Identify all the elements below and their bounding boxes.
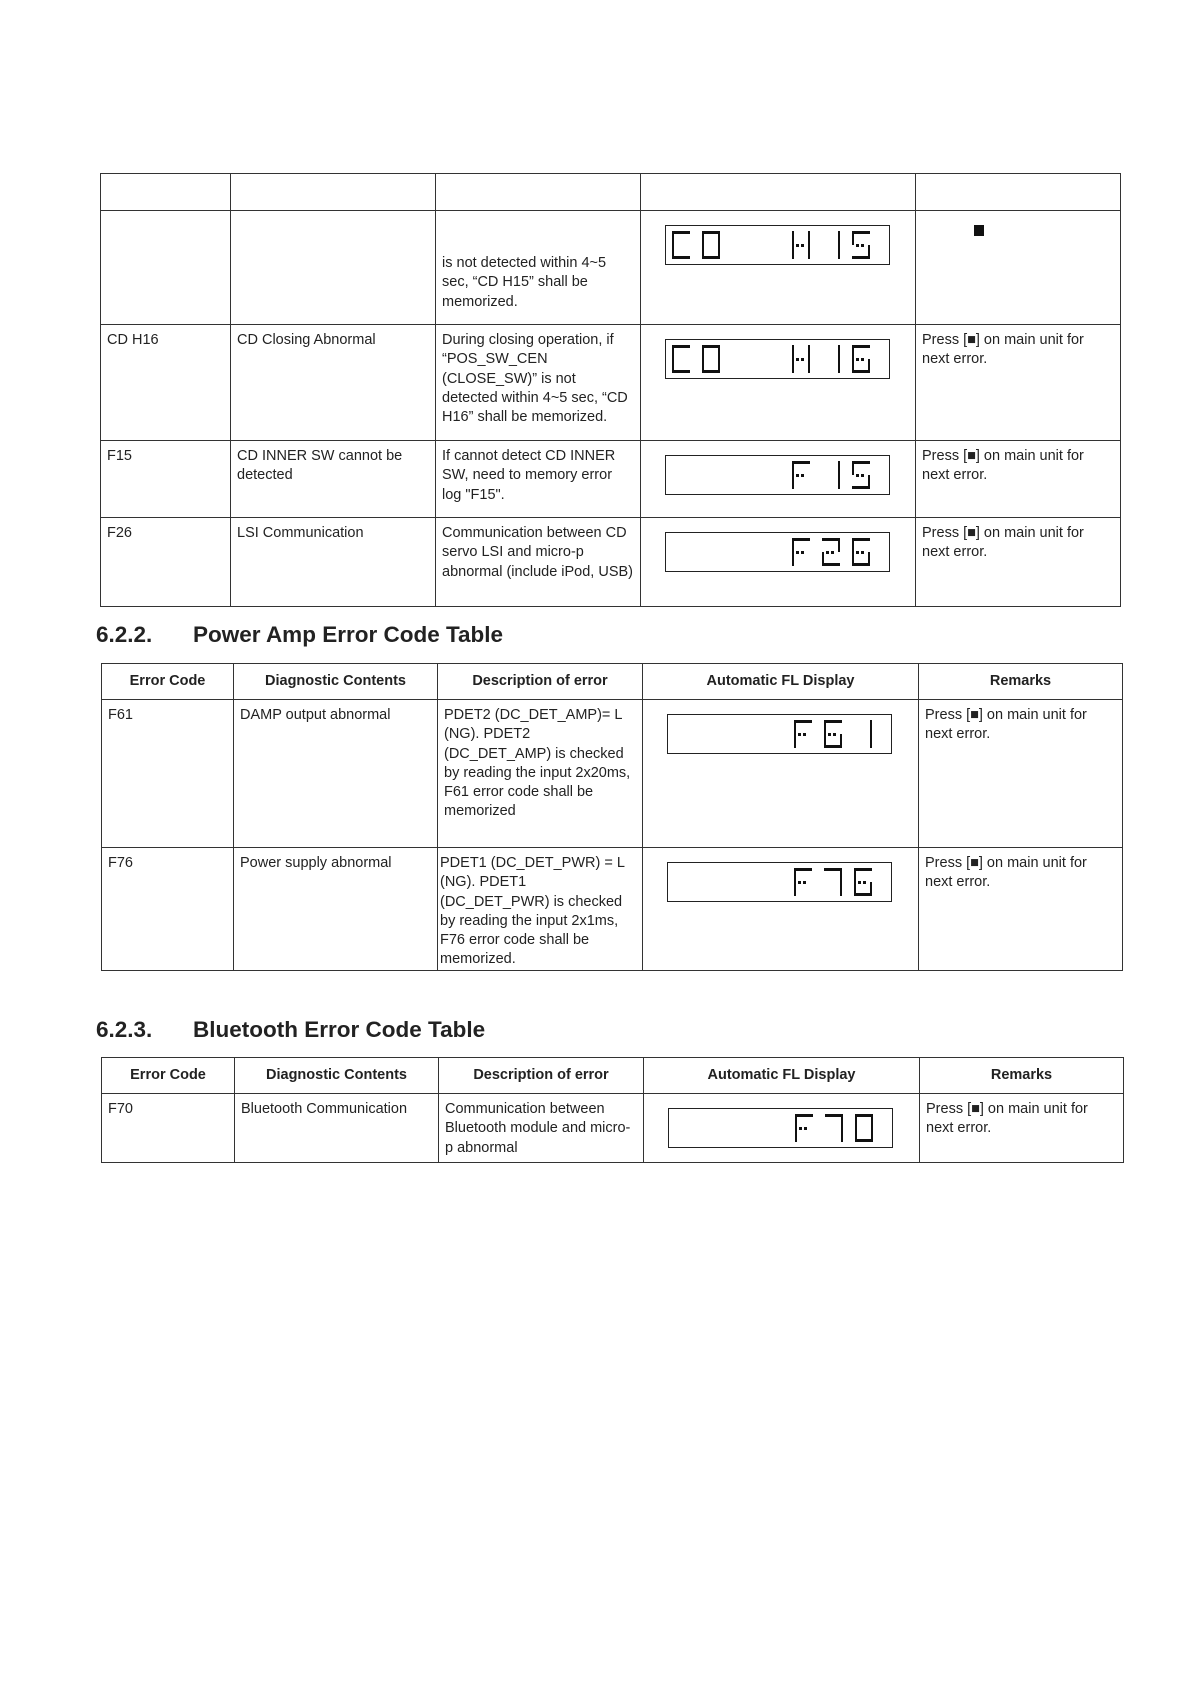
header-remarks: Remarks — [919, 664, 1123, 700]
fl-segment-display — [666, 456, 889, 494]
error-description: Communication between CD servo LSI and micro-p abnormal (include iPod, USB) — [436, 518, 641, 607]
section-title: Power Amp Error Code Table — [193, 622, 504, 647]
fl-segment — [796, 474, 799, 477]
fl-segment — [702, 370, 720, 373]
fl-segment — [792, 475, 794, 489]
fl-segment — [852, 256, 870, 259]
fl-segment — [838, 461, 840, 475]
fl-segment — [840, 882, 842, 896]
fl-segment — [795, 1128, 797, 1142]
fl-segment — [861, 551, 864, 554]
fl-segment — [672, 359, 674, 373]
table-row — [101, 211, 1121, 325]
fl-segment — [702, 345, 720, 348]
fl-segment — [702, 256, 720, 259]
fl-segment — [672, 231, 690, 234]
fl-segment — [794, 720, 796, 734]
fl-segment — [795, 1114, 797, 1128]
fl-segment — [858, 881, 861, 884]
remarks: Press [■] on main unit for next error. — [916, 518, 1121, 607]
table-row — [102, 848, 1123, 971]
fl-segment — [803, 881, 806, 884]
fl-segment-display — [669, 1109, 892, 1147]
fl-segment — [852, 563, 870, 566]
error-description: PDET2 (DC_DET_AMP)= L (NG). PDET2 (DC_DET_AMP) is checked by reading the input 2x20ms, F61 error code shall be memorized — [438, 700, 643, 848]
header-error-code: Error Code — [102, 664, 234, 700]
fl-segment — [838, 345, 840, 359]
fl-segment — [852, 538, 854, 552]
fl-segment — [854, 868, 872, 871]
header-diagnostic-contents: Diagnostic Contents — [234, 664, 438, 700]
header-description: Description of error — [438, 664, 643, 700]
remarks: Press [■] on main unit for next error. — [919, 848, 1123, 971]
remarks: Press [■] on main unit for next error. — [920, 1094, 1124, 1163]
fl-segment-display — [666, 533, 889, 571]
stop-button-icon — [974, 225, 984, 236]
fl-segment — [825, 1114, 843, 1117]
fl-segment-display — [668, 715, 891, 753]
fl-segment — [870, 720, 872, 734]
fl-display — [665, 339, 890, 379]
error-code: F26 — [101, 518, 231, 607]
fl-segment — [852, 231, 870, 234]
fl-segment — [808, 345, 810, 359]
error-code: CD H16 — [101, 325, 231, 441]
table-row — [101, 325, 1121, 441]
fl-display — [665, 455, 890, 495]
fl-segment — [792, 538, 794, 552]
fl-segment — [852, 231, 854, 245]
fl-segment — [792, 231, 794, 245]
diagnostic-contents: Power supply abnormal — [234, 848, 438, 971]
fl-segment — [861, 244, 864, 247]
table-header-row — [102, 664, 1123, 700]
diagnostic-contents: CD INNER SW cannot be detected — [231, 441, 436, 518]
error-code — [101, 211, 231, 325]
fl-segment — [672, 370, 690, 373]
fl-segment-display — [666, 226, 889, 264]
fl-segment — [861, 474, 864, 477]
fl-segment — [672, 345, 690, 348]
fl-segment — [856, 551, 859, 554]
fl-segment — [796, 551, 799, 554]
fl-segment — [828, 733, 831, 736]
remarks: Press [■] on main unit for next error. — [916, 325, 1121, 441]
fl-display — [668, 1108, 893, 1148]
header-description: Description of error — [439, 1058, 644, 1094]
fl-segment — [794, 734, 796, 748]
section-title: Bluetooth Error Code Table — [193, 1017, 486, 1042]
fl-segment — [852, 538, 870, 541]
table-row — [102, 1094, 1124, 1163]
diagnostic-contents: DAMP output abnormal — [234, 700, 438, 848]
fl-display — [667, 862, 892, 902]
fl-display — [665, 532, 890, 572]
fl-segment — [799, 1127, 802, 1130]
fl-segment — [852, 370, 870, 373]
fl-segment — [794, 868, 796, 882]
fl-segment — [855, 1114, 857, 1128]
fl-segment — [841, 1114, 843, 1128]
fl-segment — [792, 538, 810, 541]
fl-segment — [792, 359, 794, 373]
fl-segment — [822, 538, 840, 541]
fl-segment — [833, 733, 836, 736]
fl-segment — [840, 734, 842, 748]
fl-segment — [794, 720, 812, 723]
fl-segment — [702, 231, 720, 234]
fl-segment — [808, 245, 810, 259]
fl-segment — [826, 551, 829, 554]
fl-segment — [852, 461, 870, 464]
fl-segment — [855, 1114, 873, 1117]
fl-segment — [856, 474, 859, 477]
fl-segment — [861, 358, 864, 361]
fl-segment — [824, 720, 842, 723]
header-error-code: Error Code — [102, 1058, 235, 1094]
diagnostic-contents: Bluetooth Communication — [235, 1094, 439, 1163]
fl-segment — [801, 244, 804, 247]
fl-segment — [822, 563, 840, 566]
fl-segment — [868, 552, 870, 566]
fl-segment — [702, 231, 704, 245]
fl-segment — [801, 551, 804, 554]
error-description: is not detected within 4~5 sec, “CD H15” shall be memorized. — [436, 211, 641, 325]
error-description: PDET1 (DC_DET_PWR) = L (NG). PDET1 (DC_DET_PWR) is checked by reading the input 2x1ms, F76 error code shall be memorized. — [438, 848, 643, 971]
remarks: Press [■] on main unit for next error. — [916, 441, 1121, 518]
fl-display — [665, 225, 890, 265]
section-heading — [96, 622, 503, 648]
header-diagnostic-contents: Diagnostic Contents — [235, 1058, 439, 1094]
fl-segment — [831, 551, 834, 554]
fl-segment — [702, 359, 704, 373]
fl-segment — [824, 720, 826, 734]
header-remarks: Remarks — [920, 1058, 1124, 1094]
fl-segment — [852, 486, 870, 489]
table-header-row — [102, 1058, 1124, 1094]
remarks: Press [■] on main unit for next error. — [919, 700, 1123, 848]
table-row — [102, 700, 1123, 848]
error-description: If cannot detect CD INNER SW, need to memory error log "F15". — [436, 441, 641, 518]
fl-segment — [808, 359, 810, 373]
fl-segment — [702, 245, 704, 259]
fl-segment — [803, 733, 806, 736]
cd-error-table — [100, 173, 1121, 607]
fl-segment — [840, 868, 842, 882]
fl-segment-display — [668, 863, 891, 901]
bluetooth-error-table — [101, 1057, 1124, 1163]
fl-segment — [672, 245, 674, 259]
error-code: F76 — [102, 848, 234, 971]
fl-segment — [854, 868, 856, 882]
fl-segment — [672, 256, 690, 259]
fl-segment — [855, 1139, 873, 1142]
fl-display — [667, 714, 892, 754]
fl-segment — [801, 474, 804, 477]
fl-segment — [718, 231, 720, 245]
fl-segment — [856, 358, 859, 361]
fl-segment — [718, 345, 720, 359]
diagnostic-contents: CD Closing Abnormal — [231, 325, 436, 441]
fl-segment — [798, 881, 801, 884]
diagnostic-contents: LSI Communication — [231, 518, 436, 607]
fl-segment — [870, 882, 872, 896]
fl-segment — [672, 231, 674, 245]
error-code: F15 — [101, 441, 231, 518]
fl-segment — [856, 244, 859, 247]
table-row — [101, 518, 1121, 607]
fl-segment — [838, 475, 840, 489]
fl-segment — [870, 734, 872, 748]
fl-segment — [792, 245, 794, 259]
section-number: 6.2.3. — [96, 1017, 153, 1042]
fl-segment — [838, 231, 840, 245]
header-fl-display: Automatic FL Display — [644, 1058, 920, 1094]
fl-segment — [852, 345, 870, 348]
table-header-row — [101, 174, 1121, 211]
fl-segment — [852, 345, 854, 359]
fl-segment — [855, 1128, 857, 1142]
fl-segment — [838, 359, 840, 373]
fl-segment — [795, 1114, 813, 1117]
error-code: F61 — [102, 700, 234, 848]
fl-segment — [792, 345, 794, 359]
fl-segment — [854, 893, 872, 896]
fl-segment — [824, 868, 842, 871]
fl-segment — [796, 244, 799, 247]
fl-segment — [838, 245, 840, 259]
error-description: During closing operation, if “POS_SW_CEN (CLOSE_SW)” is not detected within 4~5 sec, “CD H16” shall be memorized. — [436, 325, 641, 441]
section-heading — [96, 1017, 485, 1043]
fl-segment — [871, 1114, 873, 1128]
fl-segment — [798, 733, 801, 736]
fl-segment — [794, 882, 796, 896]
table-row — [101, 441, 1121, 518]
fl-segment — [801, 358, 804, 361]
error-code: F70 — [102, 1094, 235, 1163]
fl-segment — [852, 461, 854, 475]
fl-segment-display — [666, 340, 889, 378]
power-amp-error-table — [101, 663, 1123, 971]
fl-segment — [841, 1128, 843, 1142]
error-description: Communication between Bluetooth module and micro-p abnormal — [439, 1094, 644, 1163]
fl-segment — [868, 359, 870, 373]
fl-segment — [792, 552, 794, 566]
fl-segment — [824, 745, 842, 748]
fl-segment — [804, 1127, 807, 1130]
fl-segment — [794, 868, 812, 871]
section-number: 6.2.2. — [96, 622, 153, 647]
fl-segment — [796, 358, 799, 361]
fl-segment — [863, 881, 866, 884]
fl-segment — [792, 461, 810, 464]
fl-segment — [838, 538, 840, 552]
fl-segment — [808, 231, 810, 245]
fl-segment — [792, 461, 794, 475]
diagnostic-contents — [231, 211, 436, 325]
fl-segment — [672, 345, 674, 359]
fl-segment — [702, 345, 704, 359]
header-fl-display: Automatic FL Display — [643, 664, 919, 700]
